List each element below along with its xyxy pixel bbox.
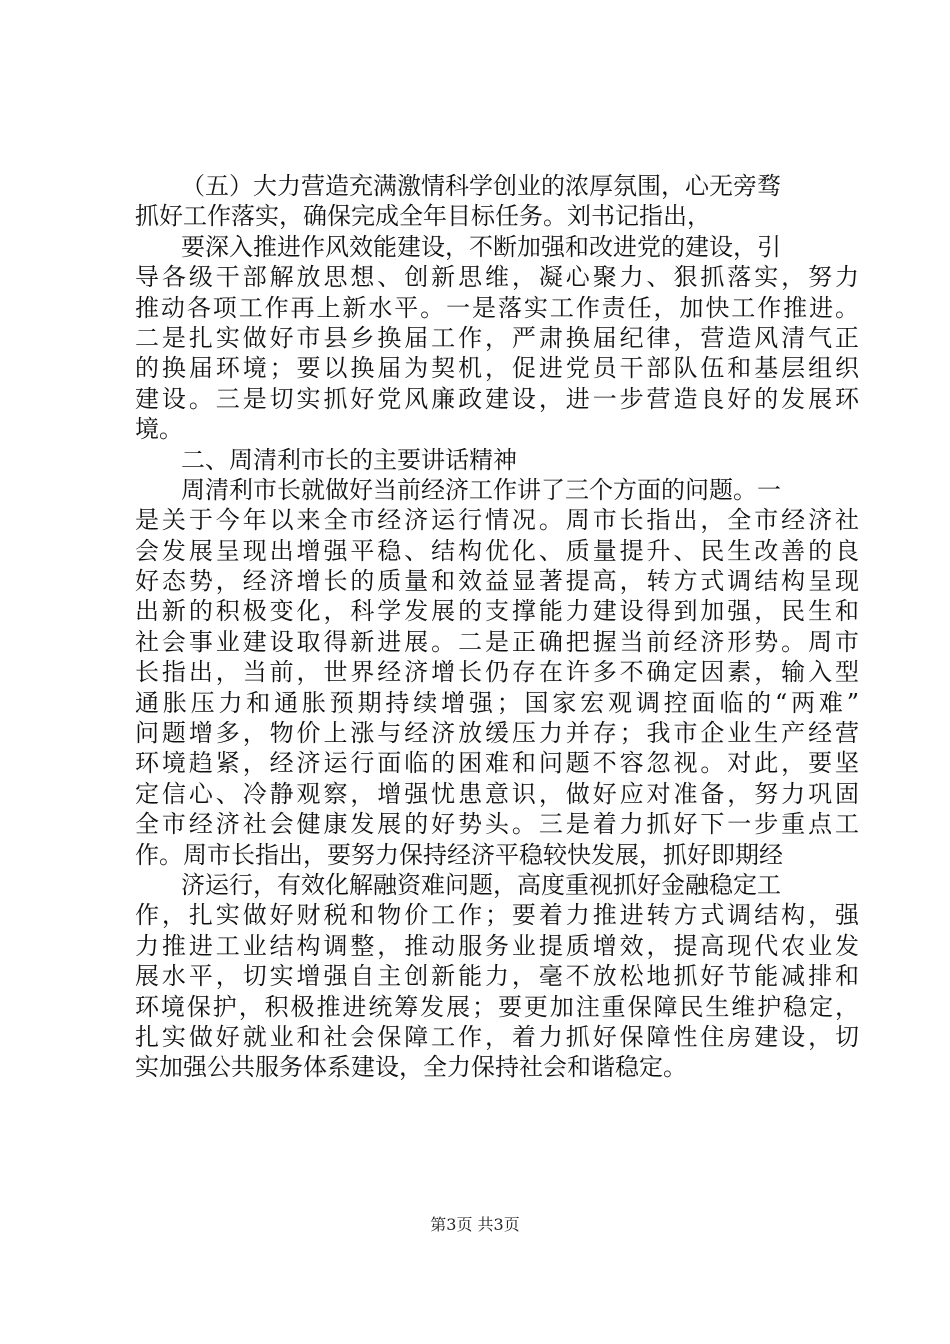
- text-line: 展水平，切实增强自主创新能力，毫不放松地抓好节能减排和: [135, 962, 859, 991]
- text-line: 推动各项工作再上新水平。一是落实工作责任，加快工作推进。: [135, 293, 859, 322]
- text-line: 要深入推进作风效能建设，不断加强和改进党的建设，引: [181, 232, 781, 261]
- text-line: 抓好工作落实，确保完成全年目标任务。刘书记指出，: [135, 202, 711, 231]
- section-heading: 二、周清利市长的主要讲话精神: [181, 445, 517, 474]
- text-line: 问题增多，物价上涨与经济放缓压力并存；我市企业生产经营: [135, 719, 859, 748]
- text-line: 扎实做好就业和社会保障工作，着力抓好保障性住房建设，切: [135, 1022, 859, 1051]
- text-line: 通胀压力和通胀预期持续增强；国家宏观调控面临的“两难”: [135, 688, 859, 717]
- text-line: 建设。三是切实抓好党风廉政建设，进一步营造良好的发展环: [135, 384, 859, 413]
- text-line: 境。: [135, 415, 183, 444]
- text-line: 是关于今年以来全市经济运行情况。周市长指出，全市经济社: [135, 506, 859, 535]
- text-line: 作，扎实做好财税和物价工作；要着力推进转方式调结构，强: [135, 901, 859, 930]
- text-line: 二是扎实做好市县乡换届工作，严肃换届纪律，营造风清气正: [135, 323, 859, 352]
- text-line: 全市经济社会健康发展的好势头。三是着力抓好下一步重点工: [135, 810, 859, 839]
- text-line: 好态势，经济增长的质量和效益显著提高，转方式调结构呈现: [135, 567, 859, 596]
- text-line: 周清利市长就做好当前经济工作讲了三个方面的问题。一: [181, 475, 781, 504]
- page-number-footer: 第3页 共3页: [430, 1215, 520, 1234]
- text-line: 社会事业建设取得新进展。二是正确把握当前经济形势。周市: [135, 627, 859, 656]
- text-line: （五）大力营造充满激情科学创业的浓厚氛围，心无旁骛: [181, 172, 781, 200]
- text-line: 导各级干部解放思想、创新思维，凝心聚力、狠抓落实，努力: [135, 263, 859, 292]
- text-line: 的换届环境；要以换届为契机，促进党员干部队伍和基层组织: [135, 354, 859, 383]
- text-line: 长指出，当前，世界经济增长仍存在许多不确定因素，输入型: [135, 658, 859, 687]
- text-line: 济运行，有效化解融资难问题，高度重视抓好金融稳定工: [181, 870, 781, 899]
- text-line: 会发展呈现出增强平稳、结构优化、质量提升、民生改善的良: [135, 536, 859, 565]
- text-line: 作。周市长指出，要努力保持经济平稳较快发展，抓好即期经: [135, 840, 783, 869]
- text-line: 出新的积极变化，科学发展的支撑能力建设得到加强，民生和: [135, 597, 859, 626]
- text-line: 环境保护，积极推进统筹发展；要更加注重保障民生维护稳定，: [135, 992, 859, 1021]
- document-body: [135, 171, 859, 1083]
- text-line: 定信心、冷静观察，增强忧患意识，做好应对准备，努力巩固: [135, 779, 859, 808]
- text-line: 力推进工业结构调整，推动服务业提质增效，提高现代农业发: [135, 931, 859, 960]
- text-line: 实加强公共服务体系建设，全力保持社会和谐稳定。: [135, 1053, 687, 1082]
- text-line: 环境趋紧，经济运行面临的困难和问题不容忽视。对此，要坚: [135, 749, 859, 778]
